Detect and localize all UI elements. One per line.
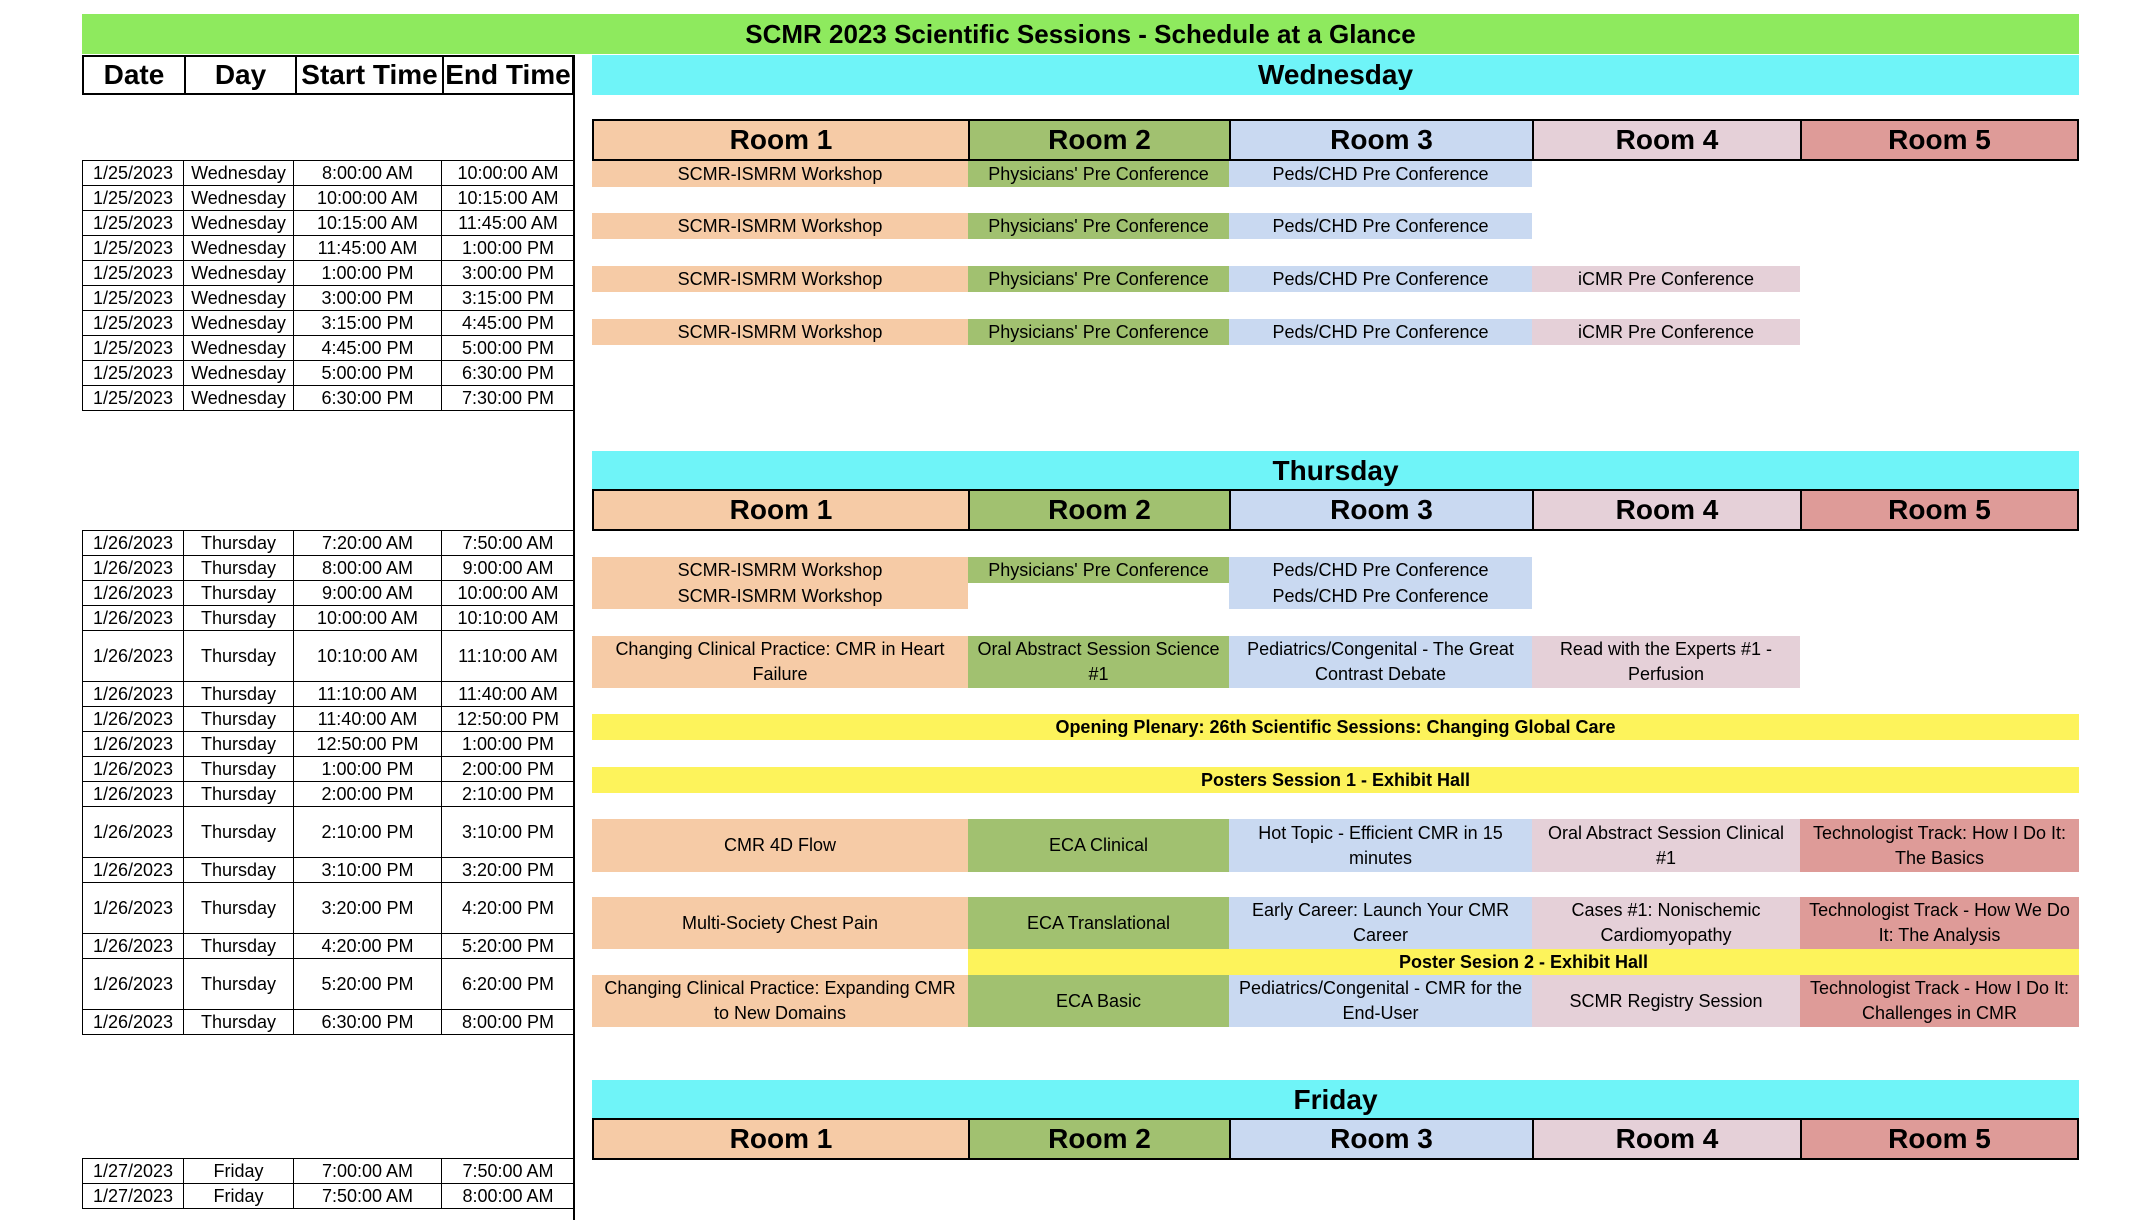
day-cell: Friday: [184, 1159, 294, 1184]
end-time-cell: 10:10:00 AM: [442, 606, 575, 631]
end-time-cell: 3:10:00 PM: [442, 807, 575, 858]
day-cell: Friday: [184, 1184, 294, 1209]
room-header-2: Room 2: [968, 1118, 1229, 1160]
wednesday-time-table: [82, 160, 575, 411]
room-header-4: Room 4: [1532, 489, 1800, 531]
end-time-cell: 1:00:00 PM: [442, 236, 575, 261]
day-cell: Thursday: [184, 934, 294, 959]
session-cell: SCMR-ISMRM Workshop: [592, 583, 968, 609]
session-cell: SCMR-ISMRM Workshop: [592, 557, 968, 583]
end-time-cell: 10:00:00 AM: [442, 161, 575, 186]
date-cell: 1/26/2023: [83, 883, 184, 934]
date-cell: 1/26/2023: [83, 807, 184, 858]
room-header-3: Room 3: [1229, 489, 1532, 531]
end-time-cell: 11:40:00 AM: [442, 682, 575, 707]
date-cell: 1/26/2023: [83, 707, 184, 732]
session-cell: Oral Abstract Session Clinical #1: [1532, 819, 1800, 872]
column-header-day: Day: [184, 55, 295, 95]
table-row: [83, 186, 575, 211]
page-title: SCMR 2023 Scientific Sessions - Schedule at a Glance: [82, 14, 2079, 54]
end-time-cell: 10:15:00 AM: [442, 186, 575, 211]
date-cell: 1/26/2023: [83, 858, 184, 883]
table-row: [83, 531, 575, 556]
day-cell: Thursday: [184, 858, 294, 883]
session-cell: Physicians' Pre Conference: [968, 266, 1229, 292]
table-row: [83, 236, 575, 261]
session-cell: ECA Basic: [968, 975, 1229, 1027]
table-row: [83, 807, 575, 858]
end-time-cell: 6:30:00 PM: [442, 361, 575, 386]
table-row: [83, 556, 575, 581]
end-time-cell: 9:00:00 AM: [442, 556, 575, 581]
end-time-cell: 12:50:00 PM: [442, 707, 575, 732]
end-time-cell: 6:20:00 PM: [442, 959, 575, 1010]
day-cell: Wednesday: [184, 236, 294, 261]
start-time-cell: 10:15:00 AM: [294, 211, 442, 236]
session-cell: SCMR Registry Session: [1532, 975, 1800, 1027]
column-header-date: Date: [82, 55, 184, 95]
start-time-cell: 6:30:00 PM: [294, 1010, 442, 1035]
session-cell: Peds/CHD Pre Conference: [1229, 583, 1532, 609]
start-time-cell: 1:00:00 PM: [294, 757, 442, 782]
day-cell: Thursday: [184, 581, 294, 606]
start-time-cell: 2:00:00 PM: [294, 782, 442, 807]
start-time-cell: 11:45:00 AM: [294, 236, 442, 261]
start-time-cell: 7:00:00 AM: [294, 1159, 442, 1184]
start-time-cell: 4:20:00 PM: [294, 934, 442, 959]
table-row: [83, 161, 575, 186]
table-row: [83, 386, 575, 411]
session-cell: Oral Abstract Session Science #1: [968, 636, 1229, 688]
table-row: [83, 286, 575, 311]
room-header-5: Room 5: [1800, 1118, 2079, 1160]
table-row: [83, 211, 575, 236]
date-cell: 1/27/2023: [83, 1184, 184, 1209]
session-cell: Peds/CHD Pre Conference: [1229, 557, 1532, 583]
end-time-cell: 11:45:00 AM: [442, 211, 575, 236]
day-cell: Thursday: [184, 682, 294, 707]
start-time-cell: 2:10:00 PM: [294, 807, 442, 858]
room-header-4: Room 4: [1532, 119, 1800, 161]
table-row: [83, 883, 575, 934]
table-row: [83, 581, 575, 606]
session-cell: SCMR-ISMRM Workshop: [592, 319, 968, 345]
room-header-4: Room 4: [1532, 1118, 1800, 1160]
day-cell: Thursday: [184, 959, 294, 1010]
room-header-1: Room 1: [592, 119, 968, 161]
start-time-cell: 8:00:00 AM: [294, 161, 442, 186]
start-time-cell: 8:00:00 AM: [294, 556, 442, 581]
start-time-cell: 9:00:00 AM: [294, 581, 442, 606]
session-cell: Physicians' Pre Conference: [968, 319, 1229, 345]
date-cell: 1/26/2023: [83, 682, 184, 707]
thursday-time-table: [82, 530, 575, 1035]
plenary-banner: Opening Plenary: 26th Scientific Sessions: Changing Global Care: [592, 714, 2079, 740]
date-cell: 1/27/2023: [83, 1159, 184, 1184]
date-cell: 1/25/2023: [83, 286, 184, 311]
session-cell: Technologist Track: How I Do It: The Basics: [1800, 819, 2079, 872]
session-cell: SCMR-ISMRM Workshop: [592, 161, 968, 187]
poster-banner: Posters Session 1 - Exhibit Hall: [592, 767, 2079, 793]
day-cell: Wednesday: [184, 186, 294, 211]
end-time-cell: 7:50:00 AM: [442, 531, 575, 556]
end-time-cell: 3:15:00 PM: [442, 286, 575, 311]
date-cell: 1/26/2023: [83, 732, 184, 757]
end-time-cell: 2:10:00 PM: [442, 782, 575, 807]
day-cell: Wednesday: [184, 286, 294, 311]
start-time-cell: 5:00:00 PM: [294, 361, 442, 386]
end-time-cell: 4:45:00 PM: [442, 311, 575, 336]
date-cell: 1/26/2023: [83, 934, 184, 959]
room-header-5: Room 5: [1800, 489, 2079, 531]
session-cell: Pediatrics/Congenital - CMR for the End-User: [1229, 975, 1532, 1027]
table-row: [83, 934, 575, 959]
session-cell: Peds/CHD Pre Conference: [1229, 266, 1532, 292]
date-cell: 1/25/2023: [83, 236, 184, 261]
table-row: [83, 959, 575, 1010]
date-cell: 1/26/2023: [83, 581, 184, 606]
date-cell: 1/26/2023: [83, 1010, 184, 1035]
end-time-cell: 1:00:00 PM: [442, 732, 575, 757]
day-cell: Wednesday: [184, 261, 294, 286]
start-time-cell: 11:10:00 AM: [294, 682, 442, 707]
table-row: [83, 858, 575, 883]
start-time-cell: 3:00:00 PM: [294, 286, 442, 311]
day-cell: Thursday: [184, 732, 294, 757]
start-time-cell: 10:00:00 AM: [294, 606, 442, 631]
session-cell: SCMR-ISMRM Workshop: [592, 213, 968, 239]
day-cell: Thursday: [184, 883, 294, 934]
end-time-cell: 3:20:00 PM: [442, 858, 575, 883]
session-cell: Peds/CHD Pre Conference: [1229, 213, 1532, 239]
start-time-cell: 1:00:00 PM: [294, 261, 442, 286]
end-time-cell: 3:00:00 PM: [442, 261, 575, 286]
day-cell: Wednesday: [184, 361, 294, 386]
date-cell: 1/26/2023: [83, 531, 184, 556]
column-header-end-time: End Time: [442, 55, 574, 95]
day-cell: Wednesday: [184, 386, 294, 411]
day-cell: Thursday: [184, 606, 294, 631]
start-time-cell: 3:20:00 PM: [294, 883, 442, 934]
day-cell: Thursday: [184, 707, 294, 732]
start-time-cell: 3:15:00 PM: [294, 311, 442, 336]
table-row: [83, 336, 575, 361]
date-cell: 1/25/2023: [83, 186, 184, 211]
session-cell: iCMR Pre Conference: [1532, 266, 1800, 292]
start-time-cell: 3:10:00 PM: [294, 858, 442, 883]
date-cell: 1/26/2023: [83, 959, 184, 1010]
day-header-wednesday: Wednesday: [592, 55, 2079, 95]
day-cell: Thursday: [184, 1010, 294, 1035]
day-cell: Thursday: [184, 556, 294, 581]
date-cell: 1/26/2023: [83, 606, 184, 631]
end-time-cell: 5:20:00 PM: [442, 934, 575, 959]
room-header-5: Room 5: [1800, 119, 2079, 161]
session-cell: Changing Clinical Practice: CMR in Heart Failure: [592, 636, 968, 688]
start-time-cell: 4:45:00 PM: [294, 336, 442, 361]
day-header-friday: Friday: [592, 1080, 2079, 1120]
start-time-cell: 5:20:00 PM: [294, 959, 442, 1010]
table-row: [83, 757, 575, 782]
end-time-cell: 11:10:00 AM: [442, 631, 575, 682]
end-time-cell: 5:00:00 PM: [442, 336, 575, 361]
day-cell: Thursday: [184, 531, 294, 556]
day-cell: Wednesday: [184, 211, 294, 236]
session-cell: ECA Translational: [968, 897, 1229, 949]
table-row: [83, 361, 575, 386]
date-cell: 1/25/2023: [83, 386, 184, 411]
room-header-1: Room 1: [592, 489, 968, 531]
end-time-cell: 7:50:00 AM: [442, 1159, 575, 1184]
end-time-cell: 4:20:00 PM: [442, 883, 575, 934]
end-time-cell: 10:00:00 AM: [442, 581, 575, 606]
date-cell: 1/25/2023: [83, 336, 184, 361]
table-row: [83, 1184, 575, 1209]
poster-banner: Poster Sesion 2 - Exhibit Hall: [968, 949, 2079, 975]
table-row: [83, 782, 575, 807]
day-cell: Thursday: [184, 631, 294, 682]
end-time-cell: 2:00:00 PM: [442, 757, 575, 782]
date-cell: 1/26/2023: [83, 782, 184, 807]
session-cell: Peds/CHD Pre Conference: [1229, 161, 1532, 187]
day-cell: Wednesday: [184, 161, 294, 186]
session-cell: Technologist Track - How I Do It: Challenges in CMR: [1800, 975, 2079, 1027]
day-cell: Wednesday: [184, 336, 294, 361]
start-time-cell: 11:40:00 AM: [294, 707, 442, 732]
date-cell: 1/26/2023: [83, 556, 184, 581]
table-row: [83, 606, 575, 631]
day-cell: Wednesday: [184, 311, 294, 336]
table-row: [83, 1010, 575, 1035]
date-cell: 1/25/2023: [83, 161, 184, 186]
friday-time-table: [82, 1158, 575, 1209]
start-time-cell: 7:50:00 AM: [294, 1184, 442, 1209]
session-cell: Pediatrics/Congenital - The Great Contrast Debate: [1229, 636, 1532, 688]
table-row: [83, 1159, 575, 1184]
end-time-cell: 7:30:00 PM: [442, 386, 575, 411]
date-cell: 1/26/2023: [83, 757, 184, 782]
date-cell: 1/25/2023: [83, 361, 184, 386]
day-cell: Thursday: [184, 807, 294, 858]
session-cell: Peds/CHD Pre Conference: [1229, 319, 1532, 345]
date-cell: 1/25/2023: [83, 261, 184, 286]
date-cell: 1/25/2023: [83, 211, 184, 236]
table-row: [83, 631, 575, 682]
room-header-2: Room 2: [968, 119, 1229, 161]
session-cell: Multi-Society Chest Pain: [592, 897, 968, 949]
room-header-3: Room 3: [1229, 1118, 1532, 1160]
session-cell: Early Career: Launch Your CMR Career: [1229, 897, 1532, 949]
date-cell: 1/26/2023: [83, 631, 184, 682]
session-cell: Hot Topic - Efficient CMR in 15 minutes: [1229, 819, 1532, 872]
start-time-cell: 6:30:00 PM: [294, 386, 442, 411]
session-cell: Technologist Track - How We Do It: The Analysis: [1800, 897, 2079, 949]
date-cell: 1/25/2023: [83, 311, 184, 336]
table-row: [83, 311, 575, 336]
room-header-2: Room 2: [968, 489, 1229, 531]
table-row: [83, 732, 575, 757]
room-header-3: Room 3: [1229, 119, 1532, 161]
end-time-cell: 8:00:00 PM: [442, 1010, 575, 1035]
session-cell: Cases #1: Nonischemic Cardiomyopathy: [1532, 897, 1800, 949]
end-time-cell: 8:00:00 AM: [442, 1184, 575, 1209]
session-cell: Read with the Experts #1 - Perfusion: [1532, 636, 1800, 688]
start-time-cell: 10:10:00 AM: [294, 631, 442, 682]
session-cell: iCMR Pre Conference: [1532, 319, 1800, 345]
start-time-cell: 12:50:00 PM: [294, 732, 442, 757]
table-row: [83, 261, 575, 286]
start-time-cell: 7:20:00 AM: [294, 531, 442, 556]
day-header-thursday: Thursday: [592, 451, 2079, 491]
day-cell: Thursday: [184, 782, 294, 807]
start-time-cell: 10:00:00 AM: [294, 186, 442, 211]
room-header-1: Room 1: [592, 1118, 968, 1160]
session-cell: Physicians' Pre Conference: [968, 213, 1229, 239]
session-cell: Physicians' Pre Conference: [968, 557, 1229, 583]
session-cell: CMR 4D Flow: [592, 819, 968, 872]
day-cell: Thursday: [184, 757, 294, 782]
session-cell: ECA Clinical: [968, 819, 1229, 872]
table-row: [83, 682, 575, 707]
table-row: [83, 707, 575, 732]
column-header-start-time: Start Time: [295, 55, 442, 95]
session-cell: Physicians' Pre Conference: [968, 161, 1229, 187]
session-cell: SCMR-ISMRM Workshop: [592, 266, 968, 292]
session-cell: Changing Clinical Practice: Expanding CMR to New Domains: [592, 975, 968, 1027]
